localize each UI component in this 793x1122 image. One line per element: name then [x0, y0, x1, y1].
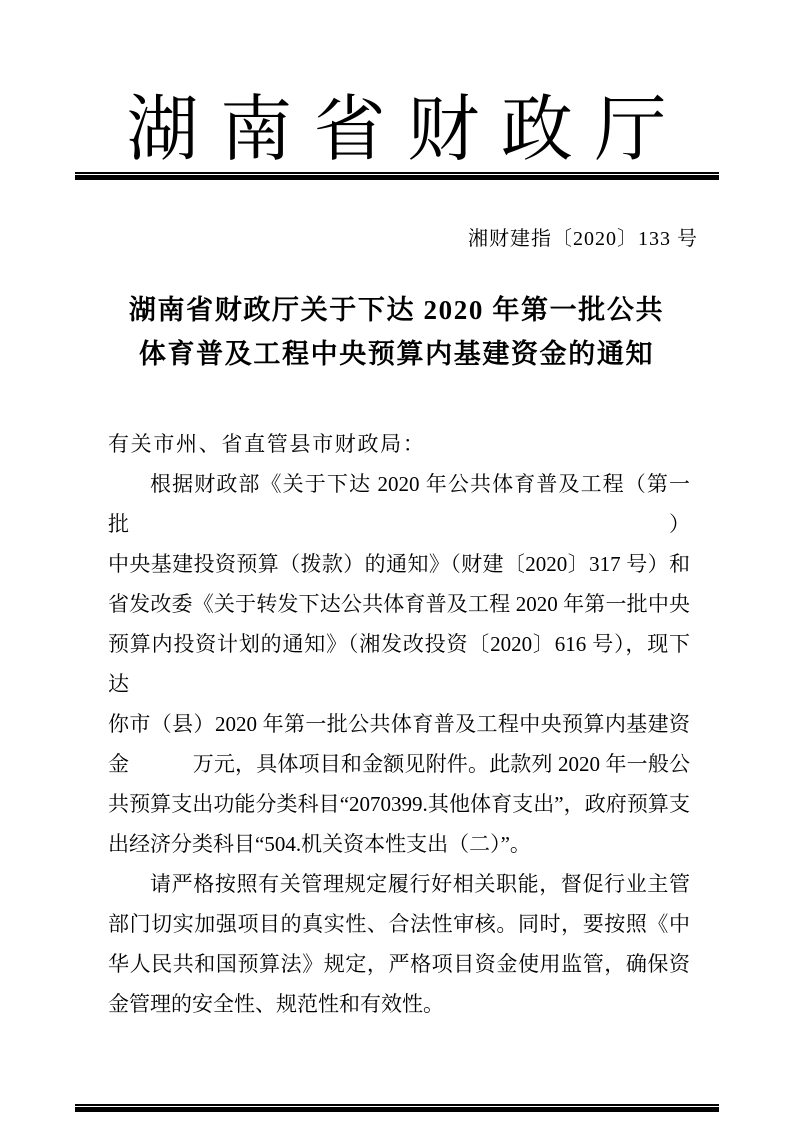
body-line: 预算内投资计划的通知》（湘发改投资〔2020〕616 号），现下达: [108, 632, 690, 696]
body-line: 部门切实加强项目的真实性、合法性审核。同时，要按照《中: [108, 912, 690, 936]
document-title-line2: 体育普及工程中央预算内基建资金的通知: [138, 339, 655, 369]
body-line: 共预算支出功能分类科目“2070399.其他体育支出”，政府预算支: [108, 792, 690, 816]
body-line: 金管理的安全性、规范性和有效性。: [108, 992, 444, 1016]
body-line: 出经济分类科目“504.机关资本性支出（二）”。: [108, 832, 531, 856]
salutation: 有关市州、省直管县市财政局：: [108, 432, 426, 456]
footer-divider: [75, 1104, 719, 1112]
body-line: 请严格按照有关管理规定履行好相关职能，督促行业主管: [150, 872, 690, 896]
body-line: 金 万元，具体项目和金额见附件。此款列 2020 年一般公: [108, 752, 690, 776]
masthead-divider: [75, 172, 719, 180]
document-number: 湘财建指〔2020〕133 号: [468, 228, 698, 250]
body-line: 中央基建投资预算（拨款）的通知》（财建〔2020〕317 号）和: [108, 552, 690, 576]
body-line: 华人民共和国预算法》规定，严格项目资金使用监管，确保资: [108, 952, 690, 976]
document-title-line1: 湖南省财政厅关于下达 2020 年第一批公共: [128, 295, 665, 325]
body-line: 根据财政部《关于下达 2020 年公共体育普及工程（第一批）: [108, 472, 690, 536]
body-line: 省发改委《关于转发下达公共体育普及工程 2020 年第一批中央: [108, 592, 690, 616]
agency-masthead: 湖南省财政厅: [126, 90, 689, 170]
document-body: [108, 424, 690, 1024]
document-title: [60, 288, 733, 376]
body-line: 你市（县）2020 年第一批公共体育普及工程中央预算内基建资: [108, 712, 690, 736]
